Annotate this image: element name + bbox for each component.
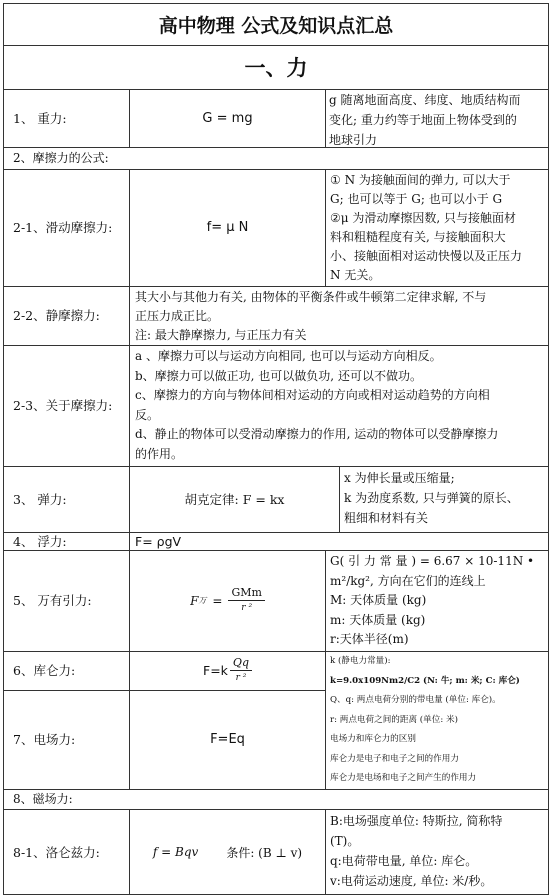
- sliding-friction-notes: ① N 为接触面间的弹力, 可以大于 G; 也可以等于 G; 也可以小于 G ②μ 为滑动摩擦因数, 只与接触面材 料和粗糙程度有关, 与接触面积大 小、接触面相对运动快慢以及正压力 N 无关。: [330, 173, 523, 282]
- friction-formula-heading: 2、摩擦力的公式:: [13, 151, 109, 165]
- gravity-notes: g 随离地面高度、纬度、地质结构而 变化; 重力约等于地面上物体受到的 地球引力: [329, 93, 521, 147]
- lorentz-condition: 条件: (B ⊥ v): [226, 845, 303, 860]
- gravitation-denominator: r ²: [241, 603, 253, 613]
- sliding-friction-formula: f= μ N: [206, 220, 249, 235]
- elastic-force-notes: x 为伸长量或压缩量; k 为劲度系数, 只与弹簧的原长、 粗细和材料有关: [344, 471, 519, 525]
- gravitation-force-symbol: F: [190, 593, 199, 608]
- gravity-label: 1、 重力:: [13, 110, 67, 126]
- lorentz-notes: B:电场强度单位: 特斯拉, 简称特 (T)。 q:电荷带电量, 单位: 库仑。 v:电荷运动速度, 单位: 米/秒。: [330, 814, 503, 888]
- coulomb-electric-notes: k (静电力常量): k=9.0x109Nm2/C2 (N: 牛; m: 米; C: 库仑) Q、q: 两点电荷分别的带电量 (单位: 库仑)。 r: 两点电荷之间的距离 (单位: 米) 电场力和库仑力的区别 库仑力是电子和电子之间的作用力 库仑力是电场和电子之间产生的作用力: [330, 656, 520, 783]
- buoyancy-formula: F= ρgV: [135, 533, 182, 549]
- coulomb-force-label: 6、库仑力:: [13, 663, 76, 678]
- electric-force-label: 7、电场力:: [13, 732, 76, 747]
- page-title: 高中物理 公式及知识点汇总: [158, 14, 394, 37]
- gravitation-notes: G( 引 力 常 量 ) = 6.67 × 10-11N • m²/kg², 方向在它们的连线上 M: 天体质量 (kg) m: 天体质量 (kg) r:天体半径(m): [330, 554, 535, 646]
- gravitation-subscript: 万: [198, 596, 207, 605]
- elastic-force-label: 3、 弹力:: [13, 491, 67, 507]
- coulomb-formula-prefix: F=k: [203, 663, 228, 678]
- about-friction-notes: a 、摩擦力可以与运动方向相同, 也可以与运动方向相反。 b、摩擦力可以做正功, 也可以做负功, 还可以不做功。 c、摩擦力的方向与物体间相对运动的方向或相对运动趋势的方向相 反。 d、静止的物体可以受滑动摩擦力的作用, 运动的物体可以受静摩擦力 的作用。: [135, 349, 499, 461]
- gravitation-label: 5、 万有引力:: [13, 593, 92, 608]
- magnetic-force-heading: 8、磁场力:: [13, 792, 73, 806]
- coulomb-formula: [130, 651, 325, 690]
- lorentz-force-label: 8-1、洛仑兹力:: [13, 844, 100, 860]
- static-friction-notes: 其大小与其他力有关, 由物体的平衡条件或牛顿第二定律求解, 不与 正压力成正比。 注: 最大静摩擦力, 与正压力有关: [135, 290, 487, 342]
- gravitation-formula: [130, 550, 325, 651]
- gravitation-numerator: GMm: [228, 586, 264, 601]
- hooke-law-formula: 胡克定律: F = kx: [184, 492, 285, 507]
- section-heading: 一、力: [244, 56, 308, 80]
- coulomb-denominator: r ²: [235, 673, 247, 683]
- buoyancy-label: 4、 浮力:: [13, 533, 67, 549]
- about-friction-label: 2-3、关于摩擦力:: [13, 398, 113, 413]
- static-friction-label: 2-2、静摩擦力:: [13, 308, 100, 323]
- sliding-friction-label: 2-1、滑动摩擦力:: [13, 220, 113, 235]
- coulomb-numerator: Qq: [230, 656, 252, 671]
- gravity-formula: G = mg: [202, 110, 253, 126]
- lorentz-formula-text: f = Bqv: [152, 845, 199, 859]
- gravitation-equals: =: [212, 593, 223, 608]
- lorentz-formula: [130, 809, 325, 895]
- electric-force-formula: F=Eq: [210, 732, 245, 747]
